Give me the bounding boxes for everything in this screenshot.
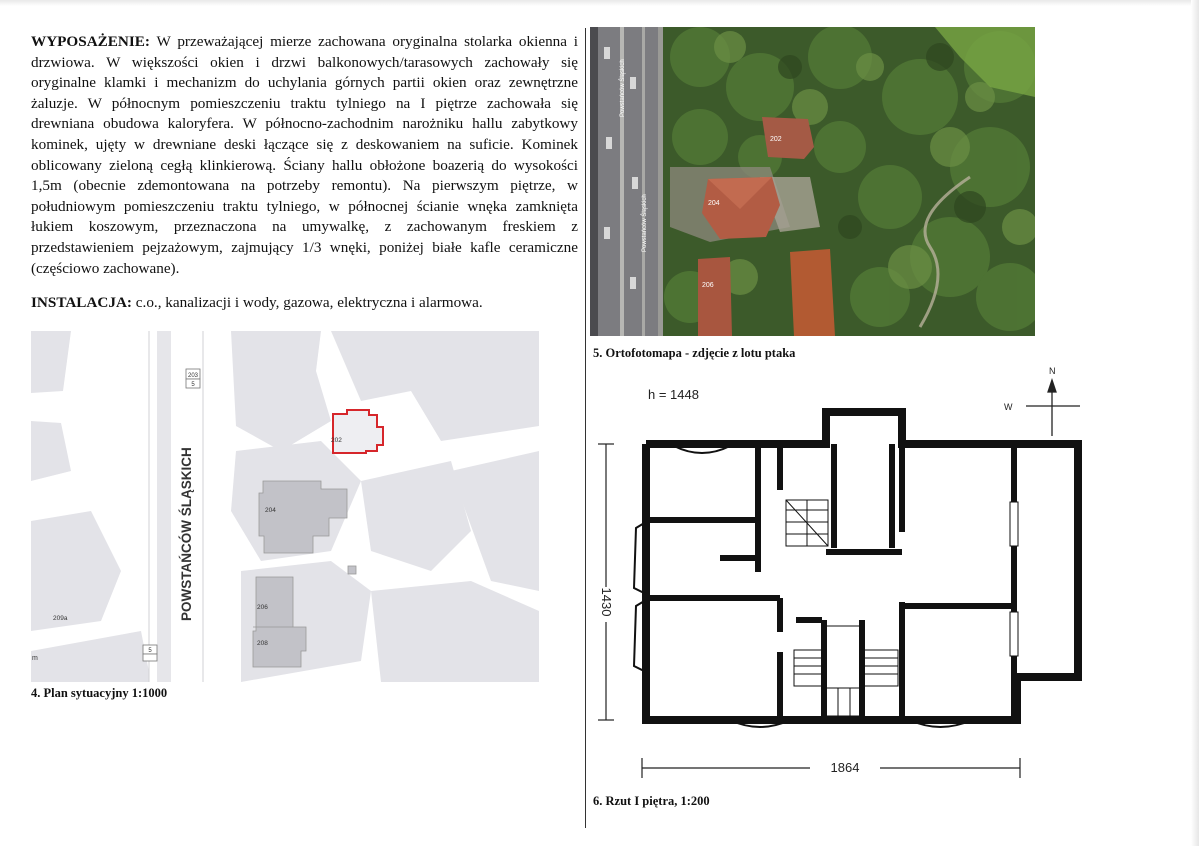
floor-plan	[590, 362, 1110, 792]
box-top-1-label: 203	[187, 373, 199, 379]
ortho-label-204: 204	[708, 200, 720, 207]
site-plan-svg	[31, 331, 539, 682]
site-plan-caption: 4. Plan sytuacyjny 1:1000	[31, 686, 168, 700]
label-202: 202	[331, 437, 342, 444]
installation-text: c.o., kanalizacji i wody, gazowa, elektryczna i alarmowa.	[135, 294, 483, 311]
ortho-photo-svg	[590, 27, 1035, 336]
installation-paragraph	[31, 293, 578, 313]
dim-horizontal-label: 1864	[830, 760, 860, 775]
ortho-photo	[590, 27, 1035, 336]
roof-206	[698, 257, 732, 336]
dim-vertical-label: 1430	[599, 587, 614, 617]
label-209a: 209a	[53, 615, 68, 622]
scan-edge-top	[0, 0, 1199, 6]
staircase-upper	[786, 500, 828, 546]
compass-w: W	[1004, 402, 1013, 412]
equipment-paragraph	[31, 32, 578, 279]
compass-icon	[1026, 380, 1080, 436]
label-204: 204	[265, 507, 276, 514]
box-bottom-label: 5	[148, 648, 152, 654]
label-208: 208	[257, 640, 268, 647]
equipment-text: W przeważającej mierze zachowana oryginalna stolarka okienna i drzwiowa. W większości okien i drzwi balkonowych/tarasowych zachowały się oryginalne klamki i mechanizm do uchylania górnych partii okien oraz zewnętrzne żaluzje. W północnym pomieszczeniu traktu tylniego na I piętrze zachowała się drewniana obudowa kaloryfera. W północno-zachodnim narożniku hallu zabytkowy kominek, ujęty w drewniane deski łączące się z deskowaniem na suficie. Kominek oblicowany zieloną cegłą klinkierową. Ściany hallu obłożone boazerią do wysokości 1,5m (obecnie zdemontowana na potrzeby remontu). Na pierwszym piętrze, w południowym pomieszczeniu traktu tylniego, w północnej ścianie wnęka zamknięta łukiem koszowym, przeznaczona na umywalkę, z zachowanym freskiem z przedstawieniem pejzażowym, zajmujący 1/3 wnęki, poniżej białe kafle ceramiczne (częściowo zachowane).	[31, 33, 578, 277]
column-divider	[585, 28, 586, 828]
tennis-court	[790, 249, 835, 336]
ortho-caption: 5. Ortofotomapa - zdjęcie z lotu ptaka	[593, 346, 796, 360]
ortho-label-202: 202	[770, 136, 782, 143]
building-202-highlight	[333, 410, 383, 453]
ortho-label-206: 206	[702, 282, 714, 289]
ortho-street-label-2: Powstańców Śląskich	[642, 194, 648, 252]
street-name-label: POWSTAŃCÓW ŚLĄSKICH	[179, 447, 194, 621]
label-206: 206	[257, 604, 268, 611]
compass-n: N	[1049, 366, 1056, 376]
edge-m-label: m	[32, 655, 38, 662]
dimension-lines	[598, 444, 1020, 778]
floor-plan-svg	[590, 362, 1110, 792]
height-label: h = 1448	[648, 387, 699, 402]
floor-plan-caption: 6. Rzut I piętra, 1:200	[593, 794, 710, 808]
equipment-heading: WYPOSAŻENIE:	[31, 33, 150, 50]
scan-edge-right	[1191, 0, 1199, 846]
installation-heading: INSTALACJA:	[31, 294, 132, 311]
interior-walls	[650, 444, 1014, 720]
box-top-2-label: 5	[191, 382, 195, 388]
site-plan-map	[31, 331, 539, 682]
ortho-street-label-1: Powstańców Śląskich	[620, 59, 626, 117]
bay-windows-left	[634, 446, 972, 727]
staircase-lower	[794, 626, 898, 716]
